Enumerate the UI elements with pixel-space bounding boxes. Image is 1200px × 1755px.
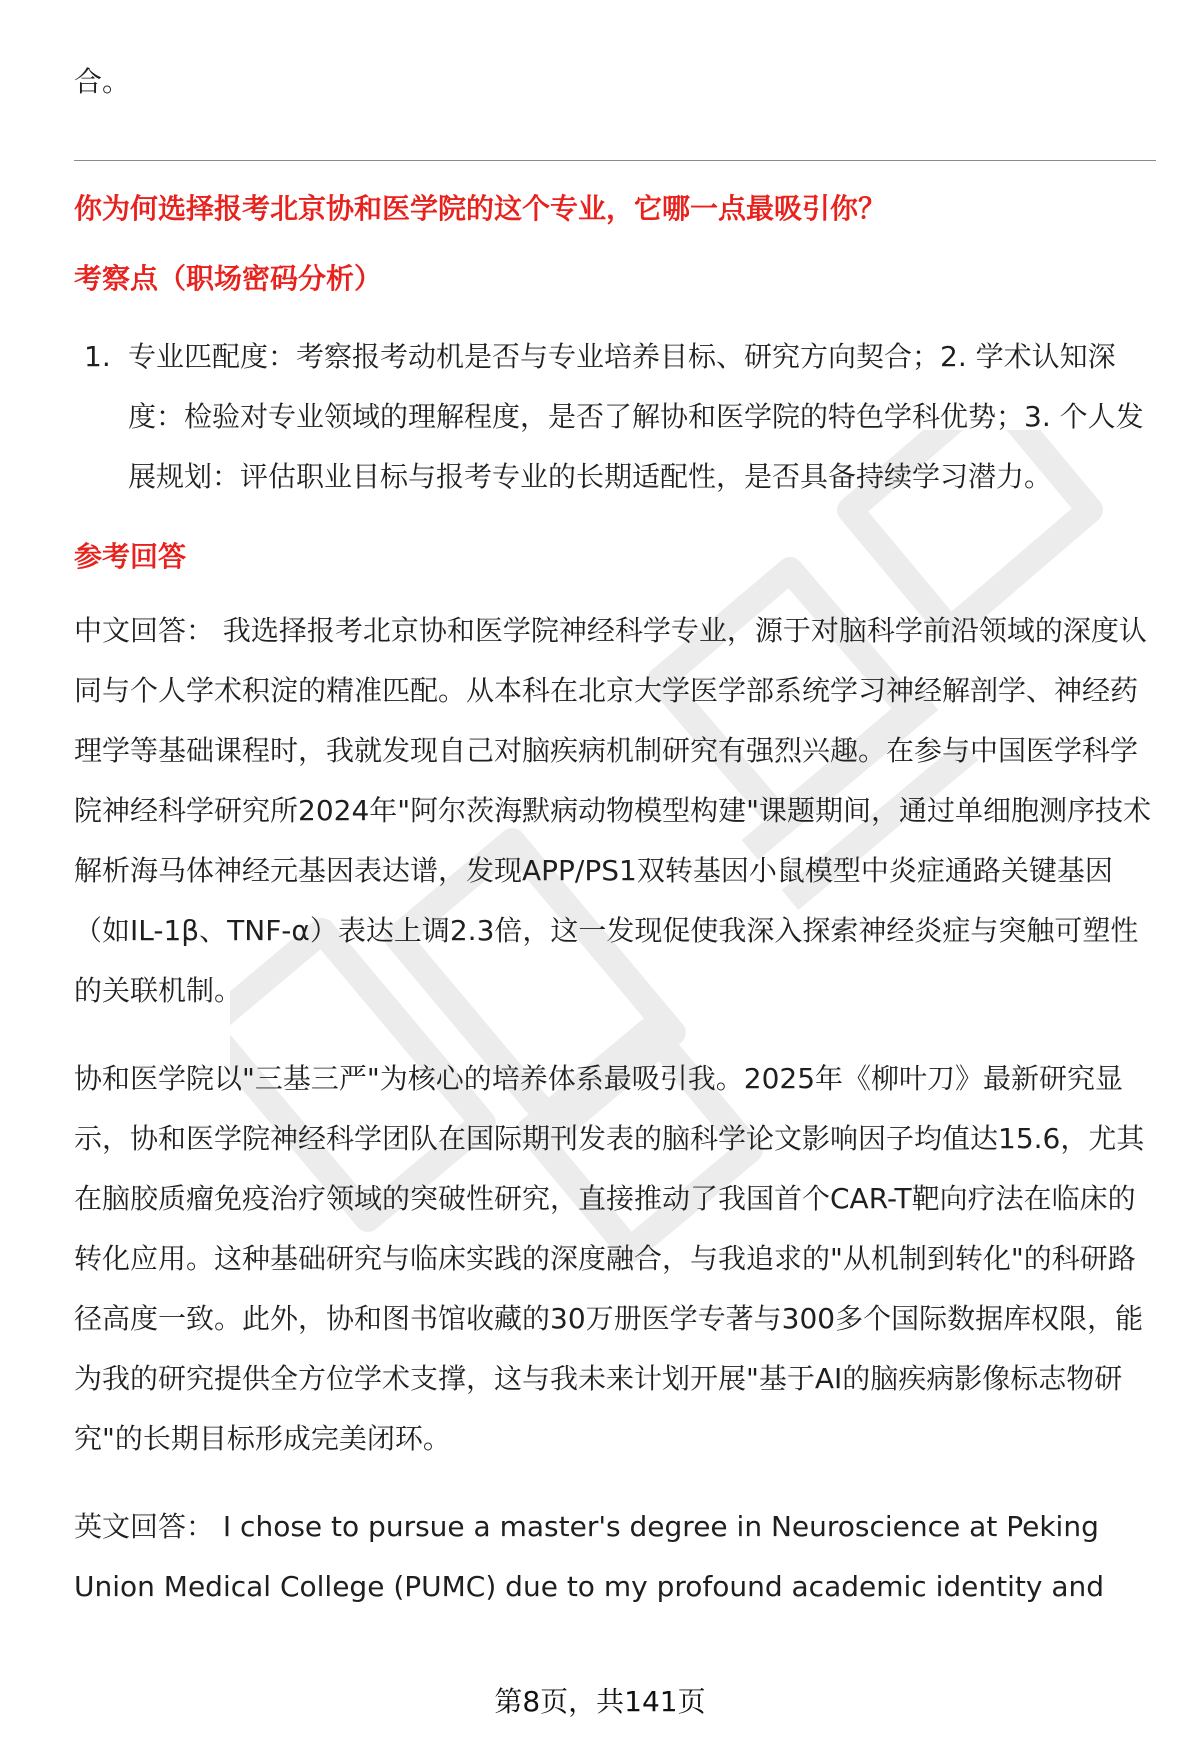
- chinese-answer-paragraph: 中文回答： 我选择报考北京协和医学院神经科学专业，源于对脑科学前沿领域的深度认同与个人学术积淀的精准匹配。从本科在北京大学医学部系统学习神经解剖学、神经药理学等基础课程时，我就发现自己对脑疾病机制研究有强烈兴趣。在参与中国医学科学院神经科学研究所2024年"阿尔茨海默病动物模型构建"课题期间，通过单细胞测序技术解析海马体神经元基因表达谱，发现APP/PS1双转基因小鼠模型中炎症通路关键基因（如IL-1β、TNF-α）表达上调2.3倍，这一发现促使我深入探索神经炎症与突触可塑性的关联机制。: [74, 614, 1152, 1007]
- document-content: [74, 52, 1156, 1617]
- list-number: 1.: [84, 340, 111, 373]
- assessment-title: 考察点（职场密码分析）: [74, 262, 383, 295]
- english-answer-paragraph: 英文回答： I chose to pursue a master's degree in Neuroscience at Peking Union Medical College (PUMC) due to my profound academic identity and: [74, 1510, 1104, 1603]
- reference-answer-title: 参考回答: [74, 540, 187, 573]
- assessment-list: [74, 327, 1156, 507]
- page-number-footer: 第8页，共141页: [494, 1685, 706, 1718]
- interview-question: 你为何选择报考北京协和医学院的这个专业，它哪一点最吸引你？: [74, 192, 887, 225]
- section-divider: [74, 160, 1156, 161]
- carry-over-text: 合。: [74, 65, 131, 98]
- list-item: 专业匹配度：考察报考动机是否与专业培养目标、研究方向契合；2. 学术认知深度：检验对专业领域的理解程度，是否了解协和医学院的特色学科优势；3. 个人发展规划：评估职业目标与报考专业的长期适配性，是否具备持续学习潜力。: [128, 340, 1144, 493]
- answer-paragraph-2: 协和医学院以"三基三严"为核心的培养体系最吸引我。2025年《柳叶刀》最新研究显示，协和医学院神经科学团队在国际期刊发表的脑科学论文影响因子均值达15.6，尤其在脑胶质瘤免疫治疗领域的突破性研究，直接推动了我国首个CAR-T靶向疗法在临床的转化应用。这种基础研究与临床实践的深度融合，与我追求的"从机制到转化"的科研路径高度一致。此外，协和图书馆收藏的30万册医学专著与300多个国际数据库权限，能为我的研究提供全方位学术支撑，这与我未来计划开展"基于AI的脑疾病影像标志物研究"的长期目标形成完美闭环。: [74, 1062, 1145, 1455]
